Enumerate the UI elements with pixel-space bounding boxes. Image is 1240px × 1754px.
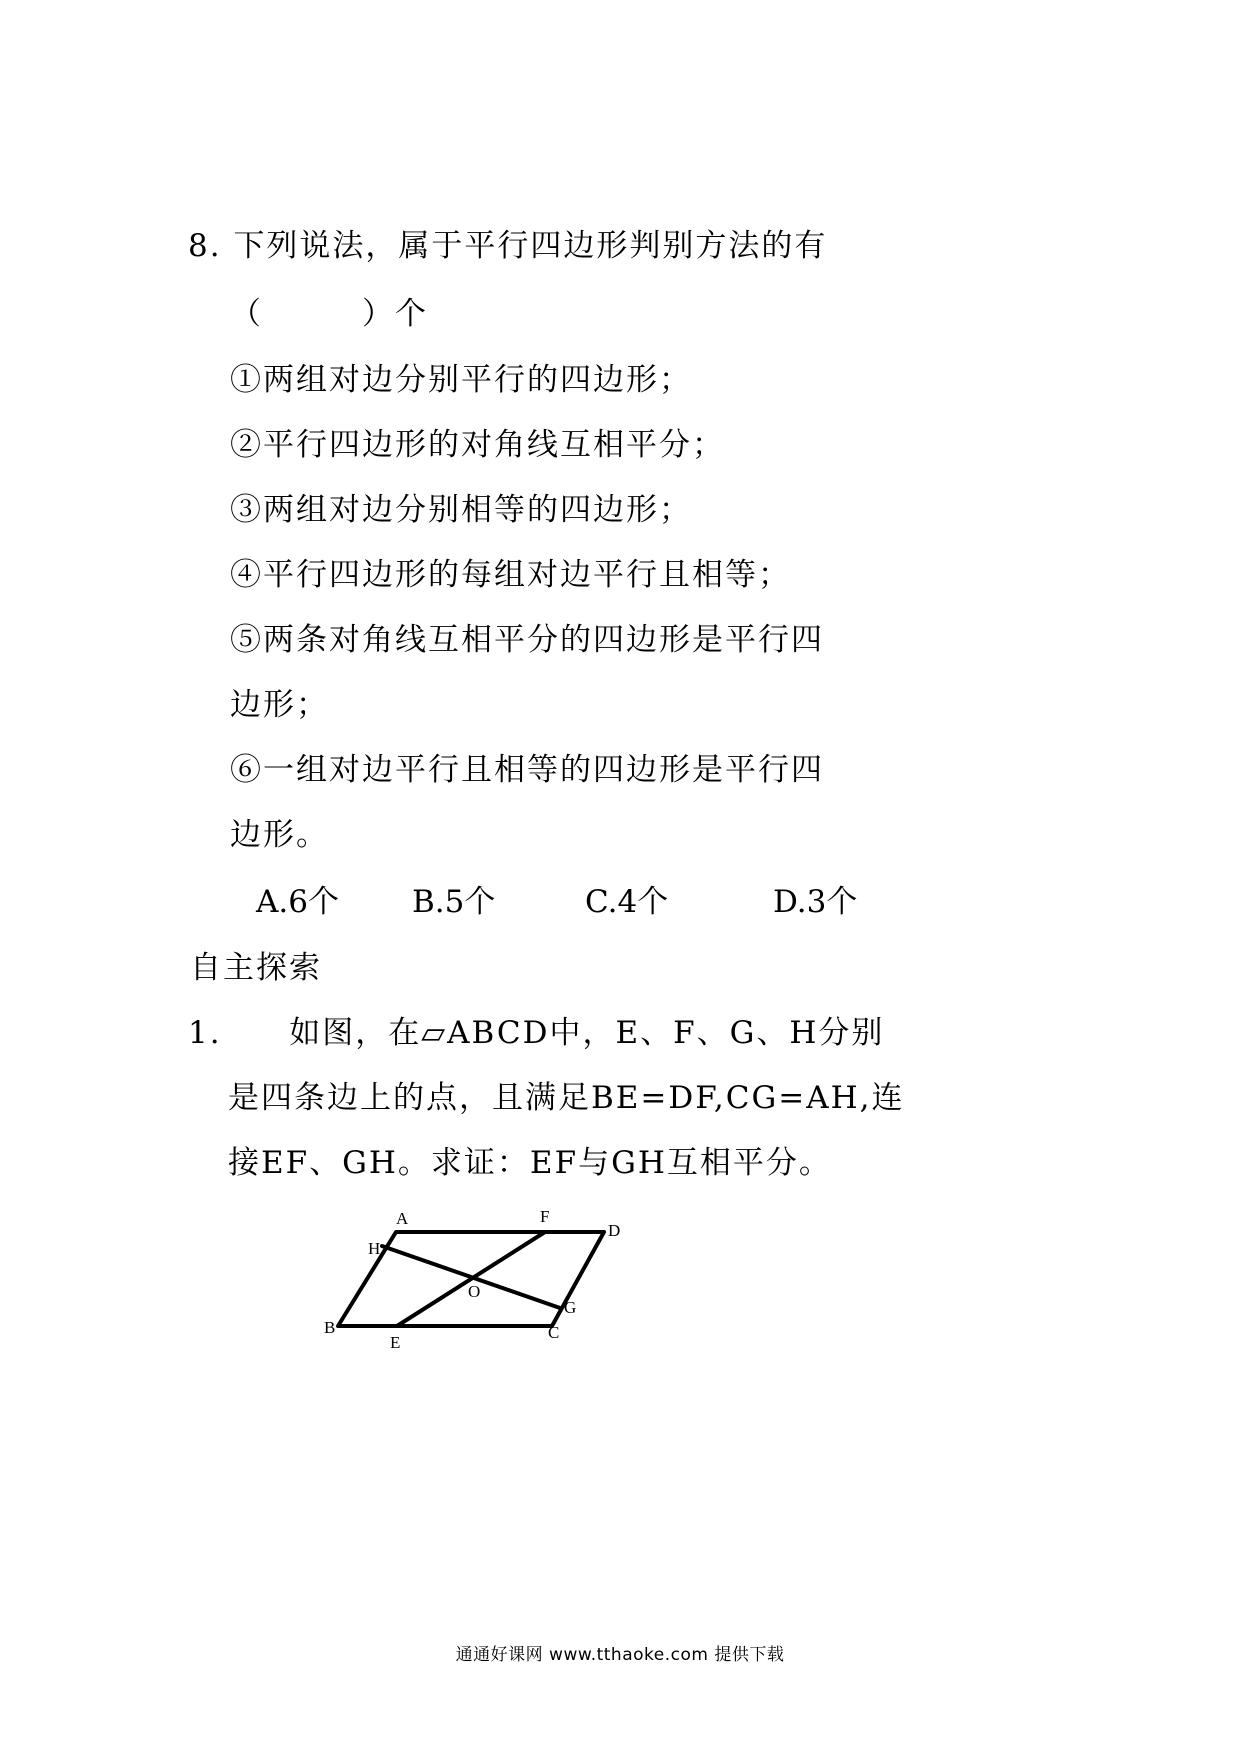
q8-item-5: ⑤两条对角线互相平分的四边形是平行四	[230, 622, 824, 658]
q8-stem: 下列说法，属于平行四边形判别方法的有	[233, 228, 828, 264]
q8-item-6: ⑥一组对边平行且相等的四边形是平行四	[230, 752, 824, 788]
label-f: F	[540, 1207, 550, 1226]
segment-gh	[382, 1246, 560, 1308]
q8-item-1: ①两组对边分别平行的四边形；	[230, 362, 692, 398]
option-b: B.5个	[412, 884, 496, 920]
q8-item-2: ②平行四边形的对角线互相平分；	[230, 427, 725, 463]
segment-ef	[397, 1232, 545, 1326]
q8-item-6-cont: 边形。	[230, 817, 329, 853]
q1-line-2: 是四条边上的点，且满足BE=DF,CG=AH,连	[228, 1080, 905, 1116]
q8-blank: （ ）个	[230, 296, 428, 332]
label-o: O	[468, 1282, 481, 1301]
option-a: A.6个	[256, 884, 339, 920]
label-g: G	[564, 1298, 577, 1317]
label-a: A	[396, 1209, 409, 1228]
q1-line-1	[188, 1013, 884, 1053]
label-e: E	[390, 1333, 401, 1352]
label-d: D	[608, 1221, 621, 1240]
option-c: C.4个	[585, 884, 669, 920]
q8-item-3: ③两组对边分别相等的四边形；	[230, 492, 692, 528]
label-h: H	[368, 1239, 381, 1258]
section-title: 自主探索	[190, 950, 322, 986]
q1-text-1: 如图，在▱ABCD中，E、F、G、H分别	[289, 1015, 885, 1051]
footer-text: 通通好课网 www.tthaoke.com 提供下载	[455, 1645, 785, 1665]
q8-item-5-cont: 边形；	[230, 687, 329, 723]
option-d: D.3个	[773, 884, 858, 920]
q8-item-4: ④平行四边形的每组对边平行且相等；	[230, 557, 791, 593]
label-b: B	[324, 1318, 336, 1337]
q1-number: 1.	[188, 1015, 222, 1051]
q1-line-3: 接EF、GH。求证：EF与GH互相平分。	[228, 1145, 832, 1181]
q8-stem-line	[188, 226, 827, 266]
q8-number: 8.	[188, 228, 222, 264]
parallelogram-abcd	[338, 1232, 604, 1326]
label-c: C	[548, 1323, 560, 1342]
